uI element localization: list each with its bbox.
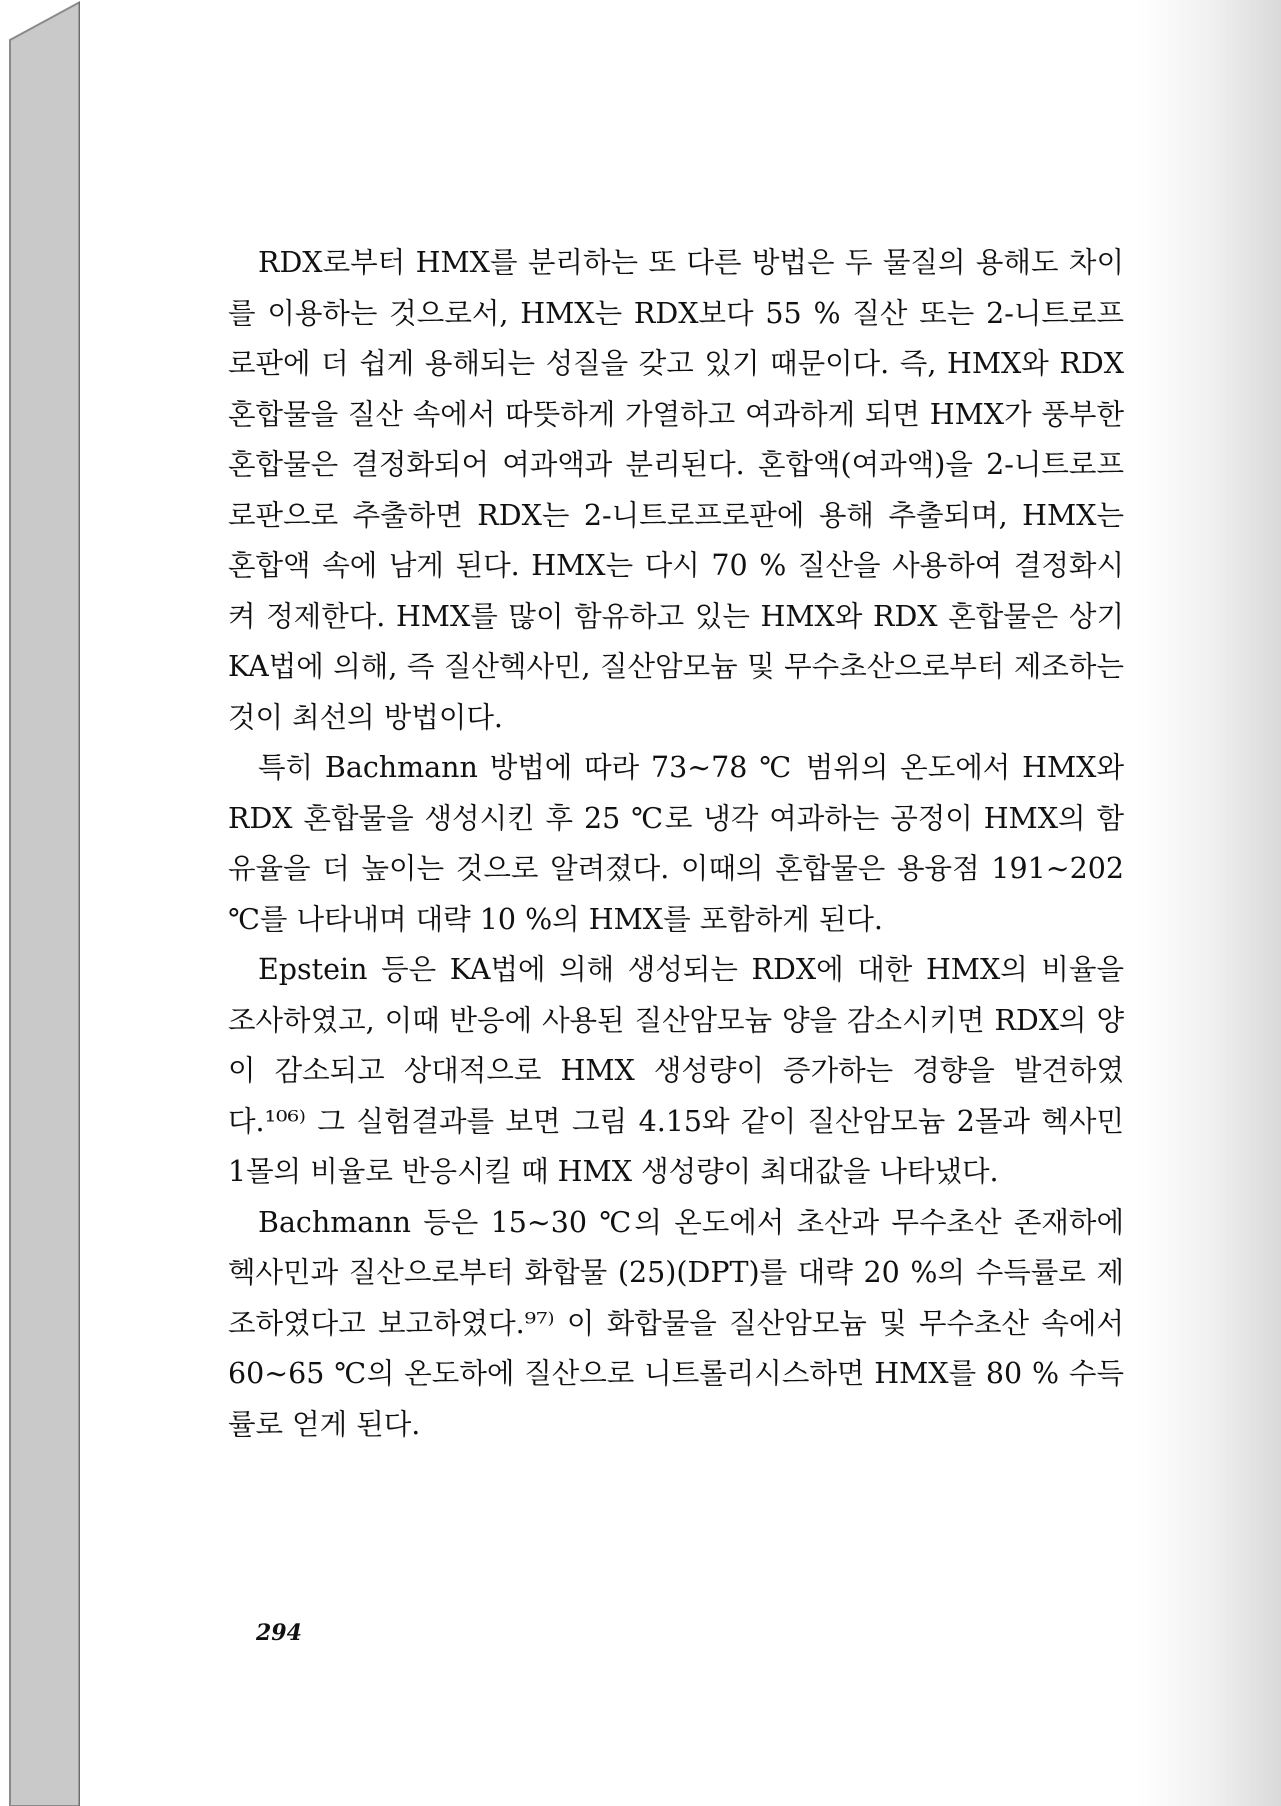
body-text [228,238,1124,1450]
paragraph: Epstein 등은 KA법에 의해 생성되는 RDX에 대한 HMX의 비율을 조사하였고, 이때 반응에 사용된 질산암모늄 양을 감소시키면 RDX의 양이 감소되고 상대적으로 HMX 생성량이 증가하는 경향을 발견하였다.¹⁰⁶⁾ 그 실험결과를 보면 그림 4.15와 같이 질산암모늄 2몰과 헥사민 1몰의 비율로 반응시킬 때 HMX 생성량이 최대값을 나타냈다. [228,953,1124,1188]
paragraph: RDX로부터 HMX를 분리하는 또 다른 방법은 두 물질의 용해도 차이를 이용하는 것으로서, HMX는 RDX보다 55 % 질산 또는 2-니트로프로판에 더 쉽게 용해되는 성질을 갖고 있기 때문이다. 즉, HMX와 RDX 혼합물을 질산 속에서 따뜻하게 가열하고 여과하게 되면 HMX가 풍부한 혼합물은 결정화되어 여과액과 분리된다. 혼합액(여과액)을 2-니트로프로판으로 추출하면 RDX는 2-니트로프로판에 용해 추출되며, HMX는 혼합액 속에 남게 된다. HMX는 다시 70 % 질산을 사용하여 결정화시켜 정제한다. HMX를 많이 함유하고 있는 HMX와 RDX 혼합물은 상기 KA법에 의해, 즉 질산헥사민, 질산암모늄 및 무수초산으로부터 제조하는 것이 최선의 방법이다. [228,246,1124,734]
page-number: 294 [256,1620,302,1646]
paragraph: Bachmann 등은 15∼30 ℃의 온도에서 초산과 무수초산 존재하에 헥사민과 질산으로부터 화합물 (25)(DPT)를 대략 20 %의 수득률로 제조하였다고 보고하였다.⁹⁷⁾ 이 화합물을 질산암모늄 및 무수초산 속에서 60∼65 ℃의 온도하에 질산으로 니트롤리시스하면 HMX를 80 % 수득률로 얻게 된다. [228,1205,1124,1441]
paragraph: 특히 Bachmann 방법에 따라 73∼78 ℃ 범위의 온도에서 HMX와 RDX 혼합물을 생성시킨 후 25 ℃로 냉각 여과하는 공정이 HMX의 함유율을 더 높이는 것으로 알려졌다. 이때의 혼합물은 용융점 191∼202 ℃를 나타내며 대략 10 %의 HMX를 포함하게 된다. [228,751,1124,936]
